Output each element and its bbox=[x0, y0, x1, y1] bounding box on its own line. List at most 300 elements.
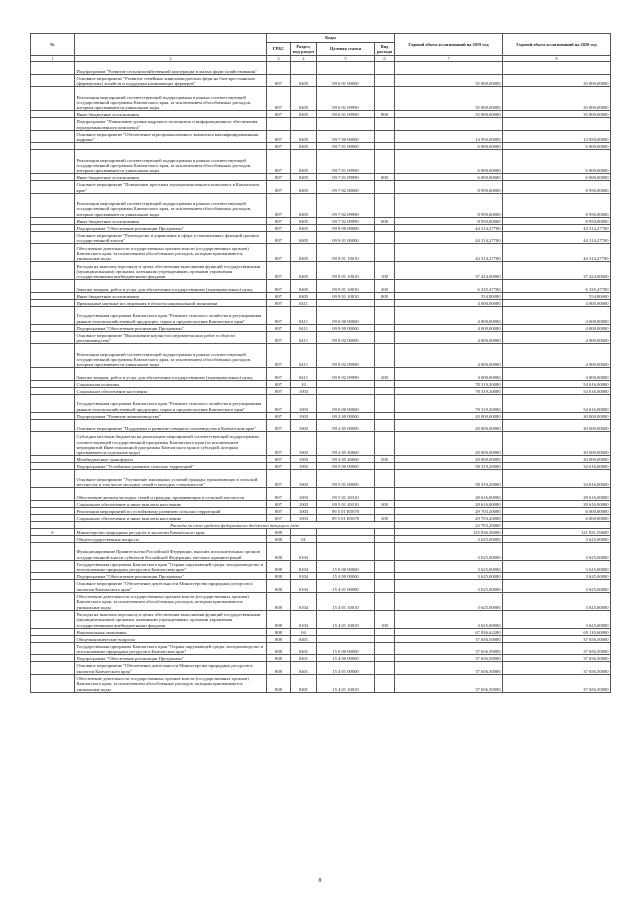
budget-table bbox=[30, 33, 611, 693]
row-amount-2019: 3 625,00000 bbox=[395, 542, 503, 560]
row-csr: 15 0 00 00000 bbox=[317, 642, 375, 655]
table-row bbox=[31, 535, 611, 542]
row-csr bbox=[317, 387, 375, 394]
table-row bbox=[31, 488, 611, 501]
row-amount-2019: 35 000,00000 bbox=[395, 74, 503, 87]
row-vid: 200 bbox=[375, 368, 395, 381]
row-csr bbox=[317, 635, 375, 642]
row-name: Общеэкономические вопросы bbox=[75, 635, 267, 642]
row-csr: 09 7 02 00000 bbox=[317, 181, 375, 194]
row-vid bbox=[375, 380, 395, 387]
row-grbs: 807 bbox=[267, 150, 291, 174]
row-name: Основное мероприятие "Выполнение научно-исследовательских работ в области растениеводства" bbox=[75, 331, 267, 344]
row-amount-2020: 6 000,00000 bbox=[503, 507, 611, 514]
row-vid bbox=[375, 143, 395, 150]
row-amount-2019: 44 314,27700 bbox=[395, 244, 503, 262]
row-name: Обеспечение деятельности государственных органов власти (государственных органов) Камчатского края, за исключением обособленных расходов, которым присваиваются уникальные коды bbox=[75, 592, 267, 610]
row-csr: 15 4 00 00000 bbox=[317, 655, 375, 662]
row-grbs: 807 bbox=[267, 456, 291, 463]
row-amount-2019: 28 616,00000 bbox=[395, 488, 503, 501]
row-vid bbox=[375, 231, 395, 244]
table-row bbox=[31, 628, 611, 635]
row-grbs: 807 bbox=[267, 507, 291, 514]
row-razdel: 1003 bbox=[291, 432, 317, 456]
row-vid: 100 bbox=[375, 610, 395, 628]
row-name: Государственная программа Камчатского края "Охрана окружающей среды, воспроизводство и использование природных ресурсов в Камчатском крае" bbox=[75, 642, 267, 655]
table-row bbox=[31, 432, 611, 456]
table-row bbox=[31, 74, 611, 87]
row-number bbox=[31, 331, 75, 344]
row-number bbox=[31, 217, 75, 224]
row-amount-2019: 35 000,00000 bbox=[395, 111, 503, 118]
row-number bbox=[31, 193, 75, 217]
row-number bbox=[31, 74, 75, 87]
row-name: Реализация мероприятий соответствующей подпрограммы в рамках соответствующей государственной программы Камчатского края, за исключением обособленных расходов, которым присваиваются уникальные коды bbox=[75, 150, 267, 174]
row-number bbox=[31, 642, 75, 655]
row-amount-2020: 35 000,00000 bbox=[503, 87, 611, 111]
table-row bbox=[31, 500, 611, 507]
row-razdel: 0401 bbox=[291, 635, 317, 642]
row-grbs: 807 bbox=[267, 74, 291, 87]
row-vid bbox=[375, 324, 395, 331]
row-number bbox=[31, 280, 75, 293]
row-amount-2019: 20 000,00000 bbox=[395, 419, 503, 432]
row-csr: 09 5 01 20310 bbox=[317, 500, 375, 507]
row-csr: 09 5 01 00000 bbox=[317, 470, 375, 488]
row-grbs: 808 bbox=[267, 560, 291, 573]
row-grbs: 807 bbox=[267, 488, 291, 501]
row-number bbox=[31, 573, 75, 580]
row-number bbox=[31, 181, 75, 194]
row-vid bbox=[375, 224, 395, 231]
row-number bbox=[31, 143, 75, 150]
row-grbs: 808 bbox=[267, 528, 291, 535]
row-amount-2019: 8 950,00000 bbox=[395, 193, 503, 217]
row-csr: 09 7 02 09990 bbox=[317, 193, 375, 217]
table-row bbox=[31, 231, 611, 244]
table-row bbox=[31, 542, 611, 560]
row-amount-2020: 28 616,00000 bbox=[503, 500, 611, 507]
header-vid: Вид расхода bbox=[375, 43, 395, 56]
row-razdel: 0104 bbox=[291, 542, 317, 560]
row-number bbox=[31, 560, 75, 573]
table-row bbox=[31, 419, 611, 432]
table-row bbox=[31, 642, 611, 655]
row-amount-2019: 14 950,00000 bbox=[395, 130, 503, 143]
table-row bbox=[31, 528, 611, 535]
row-grbs: 807 bbox=[267, 412, 291, 419]
row-csr bbox=[317, 380, 375, 387]
row-grbs: 807 bbox=[267, 231, 291, 244]
row-razdel: 01 bbox=[291, 535, 317, 542]
row-razdel: 0405 bbox=[291, 74, 317, 87]
table-row bbox=[31, 344, 611, 368]
row-razdel bbox=[291, 62, 317, 75]
row-name: Подпрограмма "Повышение уровня кадрового потенциала и информационного обеспечения агропромышленного комплекса" bbox=[75, 118, 267, 131]
row-number bbox=[31, 344, 75, 368]
row-grbs: 808 bbox=[267, 655, 291, 662]
row-vid bbox=[375, 62, 395, 75]
row-csr bbox=[317, 528, 375, 535]
row-name: Национальная экономика bbox=[75, 628, 267, 635]
document-sheet bbox=[30, 33, 610, 693]
row-vid bbox=[375, 432, 395, 456]
row-amount-2019: 44 314,27700 bbox=[395, 224, 503, 231]
row-amount-2020: 8 950,00000 bbox=[503, 181, 611, 194]
row-name: Закупка товаров, работ и услуг для обеспечения государственных (муниципальных) нужд bbox=[75, 368, 267, 381]
row-vid bbox=[375, 244, 395, 262]
row-name: Социальное обеспечение и иные выплаты населению bbox=[75, 514, 267, 521]
row-name: Основное мероприятие "Обеспечение деятельности Министерства природных ресурсов и экологии Камчатского края" bbox=[75, 662, 267, 675]
row-name: Основное мероприятие "Повышение престижа агропромышленного комплекса в Камчатском крае" bbox=[75, 181, 267, 194]
table-row bbox=[31, 368, 611, 381]
row-csr: 09 9 01 10010 bbox=[317, 280, 375, 293]
row-name: Обеспечение деятельности государственных органов власти (государственных органов) Камчатского края, за исключением обособленных расходов, которым присваиваются уникальные коды bbox=[75, 674, 267, 692]
row-number bbox=[31, 674, 75, 692]
row-amount-2020: 6 335,47700 bbox=[503, 280, 611, 293]
row-csr: 09 7 01 09990 bbox=[317, 150, 375, 174]
colnum-1: 1 bbox=[31, 56, 75, 62]
row-csr bbox=[317, 535, 375, 542]
row-grbs: 807 bbox=[267, 299, 291, 306]
row-amount-2020: 3 625,00000 bbox=[503, 560, 611, 573]
row-razdel: 0405 bbox=[291, 150, 317, 174]
row-grbs: 807 bbox=[267, 280, 291, 293]
row-grbs: 808 bbox=[267, 642, 291, 655]
row-name: Подпрограмма "Развитие животноводства" bbox=[75, 412, 267, 419]
row-csr bbox=[317, 118, 375, 131]
row-name: Иные бюджетные ассигнования bbox=[75, 111, 267, 118]
row-csr: 09 9 02 00000 bbox=[317, 331, 375, 344]
row-csr: 15 4 01 00000 bbox=[317, 580, 375, 593]
row-vid bbox=[375, 580, 395, 593]
table-row bbox=[31, 560, 611, 573]
row-amount-2019: 3 625,00000 bbox=[395, 610, 503, 628]
row-vid bbox=[375, 628, 395, 635]
row-razdel: 1003 bbox=[291, 412, 317, 419]
row-number bbox=[31, 500, 75, 507]
row-name: Подпрограмма "Обеспечение реализации Программы" bbox=[75, 573, 267, 580]
row-vid bbox=[375, 488, 395, 501]
row-amount-2019: 58 319,20000 bbox=[395, 470, 503, 488]
row-grbs bbox=[267, 118, 291, 131]
row-vid: 800 bbox=[375, 217, 395, 224]
row-amount-2020: 4 000,00000 bbox=[503, 344, 611, 368]
row-amount-2019: 58 319,20000 bbox=[395, 463, 503, 470]
row-razdel: 0401 bbox=[291, 642, 317, 655]
row-razdel: 0411 bbox=[291, 344, 317, 368]
row-csr bbox=[317, 542, 375, 560]
colnum-4: 4 bbox=[291, 56, 317, 62]
table-row bbox=[31, 244, 611, 262]
row-number bbox=[31, 394, 75, 412]
row-csr: 09 6 01 09990 bbox=[317, 87, 375, 111]
row-number bbox=[31, 628, 75, 635]
header-name bbox=[75, 34, 267, 56]
row-number bbox=[31, 387, 75, 394]
row-grbs: 808 bbox=[267, 580, 291, 593]
row-vid: 800 bbox=[375, 111, 395, 118]
row-number bbox=[31, 412, 75, 419]
table-row bbox=[31, 87, 611, 111]
row-vid bbox=[375, 535, 395, 542]
row-amount-2020: 6 000,00000 bbox=[503, 150, 611, 174]
row-vid bbox=[375, 181, 395, 194]
row-amount-2020: 37 656,50000 bbox=[503, 674, 611, 692]
row-name: Основное мероприятие "Поддержка и развитие северного оленеводства в Камчатском крае" bbox=[75, 419, 267, 432]
row-number bbox=[31, 542, 75, 560]
row-name: Прикладные научные исследования в области национальной экономики bbox=[75, 299, 267, 306]
row-grbs: 807 bbox=[267, 432, 291, 456]
row-vid bbox=[375, 635, 395, 642]
row-amount-2019: 4 000,00000 bbox=[395, 368, 503, 381]
row-razdel: 0405 bbox=[291, 87, 317, 111]
row-amount-2020: 3 625,00000 bbox=[503, 610, 611, 628]
row-vid bbox=[375, 573, 395, 580]
row-amount-2019: 44 314,27700 bbox=[395, 231, 503, 244]
row-amount-2019: 125 836,36000 bbox=[395, 528, 503, 535]
row-vid bbox=[375, 344, 395, 368]
row-amount-2019: 78 319,20000 bbox=[395, 387, 503, 394]
row-grbs: 807 bbox=[267, 181, 291, 194]
row-amount-2019: 4 000,00000 bbox=[395, 306, 503, 324]
row-vid bbox=[375, 74, 395, 87]
row-number bbox=[31, 87, 75, 111]
row-csr: 09 9 01 00000 bbox=[317, 231, 375, 244]
row-number bbox=[31, 380, 75, 387]
row-csr: 09 2 05 40060 bbox=[317, 456, 375, 463]
row-amount-2020: 6 000,00000 bbox=[503, 143, 611, 150]
row-vid bbox=[375, 662, 395, 675]
row-csr: 09 7 01 00000 bbox=[317, 143, 375, 150]
row-razdel: 10 bbox=[291, 380, 317, 387]
row-grbs: 808 bbox=[267, 610, 291, 628]
row-name: Иные бюджетные ассигнования bbox=[75, 292, 267, 299]
row-amount-2019: 3 625,00000 bbox=[395, 560, 503, 573]
row-grbs: 807 bbox=[267, 324, 291, 331]
row-amount-2020: 34 616,00000 bbox=[503, 463, 611, 470]
table-row bbox=[31, 412, 611, 419]
row-grbs: 807 bbox=[267, 262, 291, 280]
row-csr: 09 0 00 00000 bbox=[317, 306, 375, 324]
row-grbs: 808 bbox=[267, 635, 291, 642]
row-vid bbox=[375, 387, 395, 394]
row-vid bbox=[375, 642, 395, 655]
row-amount-2019: 6 000,00000 bbox=[395, 174, 503, 181]
row-amount-2020: 28 616,00000 bbox=[503, 488, 611, 501]
row-name: Основное мероприятие "Развитие семейных животноводческих ферм на базе крестьянских (фермерских) хозяйств и поддержка начинающих фермеров" bbox=[75, 74, 267, 87]
row-razdel: 0411 bbox=[291, 306, 317, 324]
row-amount-2019: 4 000,00000 bbox=[395, 344, 503, 368]
row-number bbox=[31, 118, 75, 131]
row-name: Государственная программа Камчатского края "Развитие сельского хозяйства и регулирования рынков сельскохозяйственной продукции, сырья и продовольствия Камчатского края" bbox=[75, 394, 267, 412]
page-number: 8 bbox=[318, 878, 322, 884]
row-grbs: 807 bbox=[267, 130, 291, 143]
row-razdel: 0405 bbox=[291, 193, 317, 217]
row-razdel: 0411 bbox=[291, 299, 317, 306]
row-razdel: 1003 bbox=[291, 456, 317, 463]
colnum-6: 6 bbox=[375, 56, 395, 62]
row-amount-2019: 78 319,20000 bbox=[395, 394, 503, 412]
row-grbs: 807 bbox=[267, 193, 291, 217]
row-amount-2019: 37 656,50000 bbox=[395, 635, 503, 642]
row-amount-2019: 23 703,20000 bbox=[395, 521, 503, 528]
row-number bbox=[31, 174, 75, 181]
row-amount-2020: 35 000,00000 bbox=[503, 74, 611, 87]
row-grbs: 807 bbox=[267, 87, 291, 111]
row-razdel: 0405 bbox=[291, 181, 317, 194]
row-razdel: 0405 bbox=[291, 111, 317, 118]
row-amount-2020: 554,80000 bbox=[503, 292, 611, 299]
table-row bbox=[31, 610, 611, 628]
table-header bbox=[31, 34, 611, 62]
row-name: Подпрограмма "Обеспечение реализации Программы" bbox=[75, 655, 267, 662]
row-razdel: 0405 bbox=[291, 231, 317, 244]
table-row bbox=[31, 387, 611, 394]
row-number bbox=[31, 592, 75, 610]
header-number: № bbox=[31, 34, 75, 56]
row-csr: 09 9 02 09990 bbox=[317, 344, 375, 368]
row-grbs: 808 bbox=[267, 535, 291, 542]
row-amount-2020: 44 314,27700 bbox=[503, 224, 611, 231]
table-row bbox=[31, 463, 611, 470]
row-amount-2020: 37 424,00000 bbox=[503, 262, 611, 280]
row-vid bbox=[375, 118, 395, 131]
header-csr: Целевая статья bbox=[317, 43, 375, 56]
row-csr: 09 5 01 R5670 bbox=[317, 514, 375, 521]
row-razdel: 0405 bbox=[291, 217, 317, 224]
row-name bbox=[75, 143, 267, 150]
row-grbs: 807 bbox=[267, 368, 291, 381]
row-number bbox=[31, 610, 75, 628]
row-razdel: 0405 bbox=[291, 262, 317, 280]
row-csr: 15 4 01 00000 bbox=[317, 662, 375, 675]
table-row bbox=[31, 299, 611, 306]
header-grbs: ГРБС bbox=[267, 43, 291, 56]
row-csr: 09 9 00 00000 bbox=[317, 224, 375, 231]
row-name: Основное мероприятие "Обеспечение агропромышленного комплекса квалифицированными кадрами" bbox=[75, 130, 267, 143]
row-amount-2019 bbox=[395, 118, 503, 131]
row-amount-2019: 8 950,00000 bbox=[395, 181, 503, 194]
row-razdel: 04 bbox=[291, 628, 317, 635]
row-amount-2020: 37 656,50000 bbox=[503, 662, 611, 675]
table-row bbox=[31, 174, 611, 181]
row-razdel: 0405 bbox=[291, 224, 317, 231]
row-csr: 09 5 01 R5670 bbox=[317, 507, 375, 514]
row-csr: 09 5 00 00000 bbox=[317, 463, 375, 470]
row-grbs: 808 bbox=[267, 592, 291, 610]
row-vid bbox=[375, 463, 395, 470]
row-amount-2020: 4 000,00000 bbox=[503, 299, 611, 306]
row-grbs: 808 bbox=[267, 662, 291, 675]
row-name: Реализация мероприятий по устойчивому развитию сельских территорий bbox=[75, 507, 267, 514]
row-razdel: 0405 bbox=[291, 143, 317, 150]
row-name: Государственная программа Камчатского края "Охрана окружающей среды, воспроизводство и использование природных ресурсов в Камчатском крае" bbox=[75, 560, 267, 573]
row-amount-2019: 67 926,62200 bbox=[395, 628, 503, 635]
row-number bbox=[31, 662, 75, 675]
row-amount-2020: 37 656,50000 bbox=[503, 635, 611, 642]
row-razdel: 0401 bbox=[291, 655, 317, 662]
row-csr: 15 4 01 10010 bbox=[317, 610, 375, 628]
row-number bbox=[31, 292, 75, 299]
row-amount-2020 bbox=[503, 62, 611, 75]
row-csr: 09 7 02 09990 bbox=[317, 217, 375, 224]
row-number bbox=[31, 521, 75, 528]
row-number bbox=[31, 488, 75, 501]
row-amount-2020: 54 616,00000 bbox=[503, 394, 611, 412]
row-name: Реализация мероприятий соответствующей подпрограммы в рамках соответствующей государственной программы Камчатского края, за исключением обособленных расходов, которым присваиваются уникальные коды bbox=[75, 87, 267, 111]
row-number bbox=[31, 130, 75, 143]
row-amount-2020: 20 000,00000 bbox=[503, 412, 611, 419]
row-name: Основное мероприятие "Обеспечение деятельности Министерства природных ресурсов и экологии Камчатского края" bbox=[75, 580, 267, 593]
row-grbs: 807 bbox=[267, 344, 291, 368]
row-vid bbox=[375, 542, 395, 560]
row-grbs: 808 bbox=[267, 573, 291, 580]
row-amount-2019: 20 000,00000 bbox=[395, 432, 503, 456]
row-amount-2019 bbox=[395, 62, 503, 75]
row-csr bbox=[317, 299, 375, 306]
row-csr: 09 9 00 00000 bbox=[317, 324, 375, 331]
row-razdel: 0405 bbox=[291, 292, 317, 299]
header-2020: Годовой объем ассигнований на 2020 год bbox=[503, 34, 611, 56]
table-row bbox=[31, 217, 611, 224]
row-number bbox=[31, 224, 75, 231]
table-row bbox=[31, 324, 611, 331]
row-grbs bbox=[267, 62, 291, 75]
row-csr: 15 4 01 10010 bbox=[317, 592, 375, 610]
row-vid bbox=[375, 394, 395, 412]
row-amount-2020: 34 616,00000 bbox=[503, 470, 611, 488]
row-name: Реализация мероприятий соответствующей подпрограммы в рамках соответствующей государственной программы Камчатского края, за исключением обособленных расходов, которым присваиваются уникальные коды bbox=[75, 344, 267, 368]
row-amount-2019: 37 656,50000 bbox=[395, 655, 503, 662]
row-amount-2020: 8 950,00000 bbox=[503, 193, 611, 217]
row-grbs: 807 bbox=[267, 419, 291, 432]
table-row bbox=[31, 224, 611, 231]
row-vid bbox=[375, 507, 395, 514]
row-razdel: 0104 bbox=[291, 610, 317, 628]
row-razdel: 0104 bbox=[291, 580, 317, 593]
row-number bbox=[31, 456, 75, 463]
row-vid: 200 bbox=[375, 280, 395, 293]
row-vid bbox=[375, 306, 395, 324]
row-amount-2019: 29 703,20000 bbox=[395, 507, 503, 514]
row-razdel: 1003 bbox=[291, 488, 317, 501]
row-razdel: 0104 bbox=[291, 560, 317, 573]
table-row bbox=[31, 193, 611, 217]
row-number bbox=[31, 324, 75, 331]
row-razdel: 0405 bbox=[291, 174, 317, 181]
row-amount-2020: 54 616,00000 bbox=[503, 387, 611, 394]
row-grbs: 807 bbox=[267, 111, 291, 118]
row-name: Социальное обеспечение населения bbox=[75, 387, 267, 394]
row-razdel: 1003 bbox=[291, 507, 317, 514]
row-amount-2020: 20 000,00000 bbox=[503, 419, 611, 432]
row-razdel: 1003 bbox=[291, 419, 317, 432]
table-row bbox=[31, 130, 611, 143]
row-csr bbox=[317, 62, 375, 75]
row-number bbox=[31, 262, 75, 280]
row-amount-2020: 6 000,00000 bbox=[503, 514, 611, 521]
row-amount-2019: 3 625,00000 bbox=[395, 535, 503, 542]
row-amount-2020: 4 000,00000 bbox=[503, 368, 611, 381]
row-amount-2020: 44 314,27700 bbox=[503, 231, 611, 244]
row-grbs: 807 bbox=[267, 514, 291, 521]
table-row bbox=[31, 143, 611, 150]
row-grbs: 807 bbox=[267, 143, 291, 150]
table-row bbox=[31, 456, 611, 463]
row-amount-2019: 4 000,00000 bbox=[395, 331, 503, 344]
row-razdel: 1003 bbox=[291, 500, 317, 507]
